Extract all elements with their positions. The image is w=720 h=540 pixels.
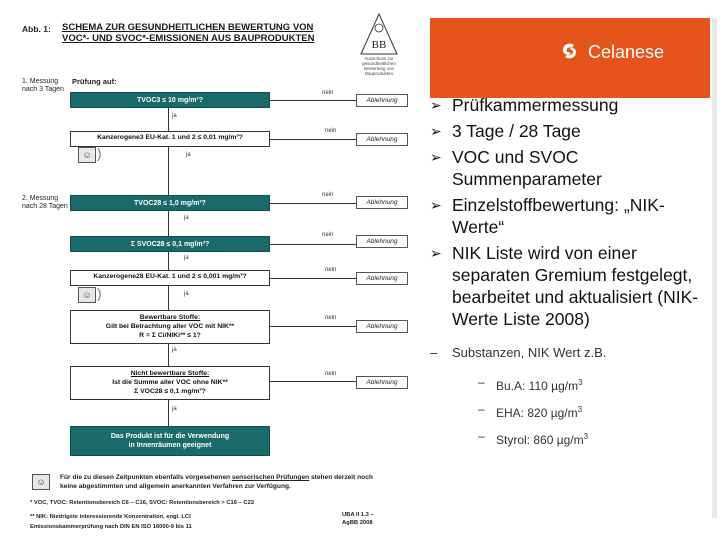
agbb-logo (358, 12, 400, 80)
final-line1: Das Produkt ist für die Verwendung (110, 433, 230, 440)
uba-line2: AgBB 2008 (342, 519, 373, 526)
sensory-test-icon: ☺ (78, 147, 96, 163)
footnote-voc: * VOC, TVOC: Retentionsbereich C6 – C16, SVOC: Retentionsbereich > C16 – C22 (30, 500, 255, 506)
ja-label-5: ja (184, 291, 189, 297)
ablehnung-6: Ablehnung (356, 320, 408, 333)
bullet-item (430, 194, 715, 238)
ja-label-1: ja (172, 113, 177, 119)
bullet-text: NIK Liste wird von einer separaten Gremium festgelegt, bearbeitet und aktualisiert (NIK-Werte Liste 2008) (452, 243, 699, 329)
uba-line1: UBA II 1.3 – (342, 512, 374, 518)
dash-bullet-icon: – (478, 429, 485, 443)
example-item (478, 374, 715, 395)
ja-label-6: ja (172, 347, 177, 353)
nein-label-5: nein (325, 267, 337, 273)
agbb-logo-triangle-icon (358, 12, 400, 56)
example-text: EHA: 820 µg/m (496, 406, 578, 420)
footnote-din: Emissionskammerprüfung nach DIN EN ISO 16000-9 bis 11 (30, 524, 192, 530)
check-kanzerogene3: Kanzerogene3 EU-Kat. 1 und 2 ≤ 0,01 mg/m³? (70, 131, 270, 147)
connector-7 (270, 381, 356, 382)
ja-label-2: ja (186, 152, 191, 158)
figure-title-line1: SCHEMA ZUR GESUNDHEITLICHEN BEWERTUNG VON (62, 22, 314, 33)
ja-label-7: ja (172, 406, 177, 412)
example-sup: 3 (583, 432, 589, 441)
sub-bullet (430, 344, 715, 362)
note-post: stehen derzeit noch keine abgestimmten und allgemein anerkannten Verfahren zur Verfügung. (60, 474, 373, 490)
connector-1 (270, 100, 356, 101)
pruefung-label: Prüfung auf: (72, 77, 117, 86)
arrow-bullet-icon: ➢ (430, 197, 442, 213)
ablehnung-2: Ablehnung (356, 133, 408, 146)
figure-label: Abb. 1: (22, 24, 51, 34)
sensory-test-icon-2: ☺ (78, 287, 96, 303)
dash-bullet-icon: – (478, 402, 485, 416)
check-tvoc3: TVOC3 ≤ 10 mg/m³? (70, 92, 270, 108)
bullet-item (430, 120, 715, 142)
ja-label-3: ja (184, 215, 189, 221)
connector-3 (270, 203, 356, 204)
check-bewertbar (70, 310, 270, 344)
bullet-item (430, 242, 715, 330)
ablehnung-7: Ablehnung (356, 376, 408, 389)
sensory-test-icon-3: ☺ (32, 474, 50, 490)
nicht-bewertbar-line3: Σ VOC28 ≤ 0,1 mg/m³? (134, 388, 206, 395)
bullet-text: Prüfkammermessung (452, 95, 619, 115)
figure-title-line2: VOC*- UND SVOC*-EMISSIONEN AUS BAUPRODUKTEN (62, 33, 315, 44)
bewertbar-line3: R = Σ Ci/NIKi** ≤ 1? (139, 332, 201, 339)
ablehnung-4: Ablehnung (356, 235, 408, 248)
bullet-item (430, 146, 715, 190)
paren-2: ) (97, 285, 102, 301)
nein-label-1: nein (322, 90, 334, 96)
agbb-logo-caption: Ausschuss zur gesundheitlichen Bewertung von Bauprodukten (362, 56, 396, 76)
final-result-box (70, 426, 270, 456)
nein-label-7: nein (325, 371, 337, 377)
check-kanzerogene28: Kanzerogene28 EU-Kat. 1 und 2 ≤ 0,001 mg/m³? (70, 270, 270, 286)
example-item (478, 401, 715, 422)
final-line2: in Innenräumen geeignet (128, 442, 212, 449)
check-nicht-bewertbar (70, 366, 270, 400)
check-tvoc28: TVOC28 ≤ 1,0 mg/m³? (70, 195, 270, 211)
example-text: Styrol: 860 µg/m (496, 433, 584, 447)
arrow-bullet-icon: ➢ (430, 245, 442, 261)
measure-2-label: 2. Messung nach 28 Tagen (22, 195, 68, 210)
sensory-note (60, 474, 390, 491)
measure-1-label: 1. Messung nach 3 Tagen (22, 78, 64, 93)
nein-label-3: nein (322, 192, 334, 198)
arrow-bullet-icon: ➢ (430, 123, 442, 139)
example-sup: 3 (577, 405, 583, 414)
bullet-item (430, 94, 715, 116)
ja-label-4: ja (184, 255, 189, 261)
dash-bullet-icon: – (478, 375, 485, 389)
bullet-text: VOC und SVOC Summenparameter (452, 147, 602, 189)
connector-5 (270, 278, 356, 279)
arrow-bullet-icon: ➢ (430, 97, 442, 113)
nein-label-4: nein (322, 232, 334, 238)
connector-6 (270, 326, 356, 327)
dash-bullet-icon: – (430, 345, 438, 360)
nein-label-6: nein (325, 315, 337, 321)
sub-bullet-text: Substanzen, NIK Wert z.B. (452, 345, 607, 360)
uba-reference (342, 512, 374, 527)
celanese-logo-icon (560, 41, 578, 61)
connector-4 (270, 244, 356, 245)
paren-1: ) (97, 145, 102, 161)
ablehnung-3: Ablehnung (356, 196, 408, 209)
agbb-logo-text: BB (371, 39, 387, 51)
bullet-list (430, 94, 715, 449)
check-svoc28: Σ SVOC28 ≤ 0,1 mg/m³? (70, 236, 270, 252)
note-underlined: sensorischen Prüfungen (231, 474, 310, 481)
nicht-bewertbar-title: Nicht bewertbare Stoffe: (130, 370, 210, 377)
bullet-text: Einzelstoffbewertung: „NIK-Werte“ (452, 195, 665, 237)
bewertbar-line2: Gilt bei Betrachtung aller VOC mit NIK** (105, 323, 235, 330)
figure-title (62, 22, 342, 44)
ablehnung-1: Ablehnung (356, 94, 408, 107)
bullet-text: 3 Tage / 28 Tage (452, 121, 581, 141)
bewertbar-title: Bewertbare Stoffe: (139, 314, 201, 321)
nein-label-2: nein (325, 128, 337, 134)
nicht-bewertbar-line2: Ist die Summe aller VOC ohne NIK** (112, 379, 228, 386)
note-pre: Für die zu diesen Zeitpunkten ebenfalls vorgesehenen (60, 474, 232, 481)
arrow-bullet-icon: ➢ (430, 149, 442, 165)
connector-2 (270, 139, 356, 140)
example-text: Bu.A: 110 µg/m (496, 379, 579, 393)
ablehnung-5: Ablehnung (356, 272, 408, 285)
example-sup: 3 (578, 378, 583, 387)
slide-text-panel (430, 0, 720, 540)
example-item (478, 428, 715, 449)
brand-name: Celanese (588, 42, 665, 62)
footnote-nik: ** NIK: Niedrigste interessierende Konzentration, engl. LCI (30, 514, 191, 520)
